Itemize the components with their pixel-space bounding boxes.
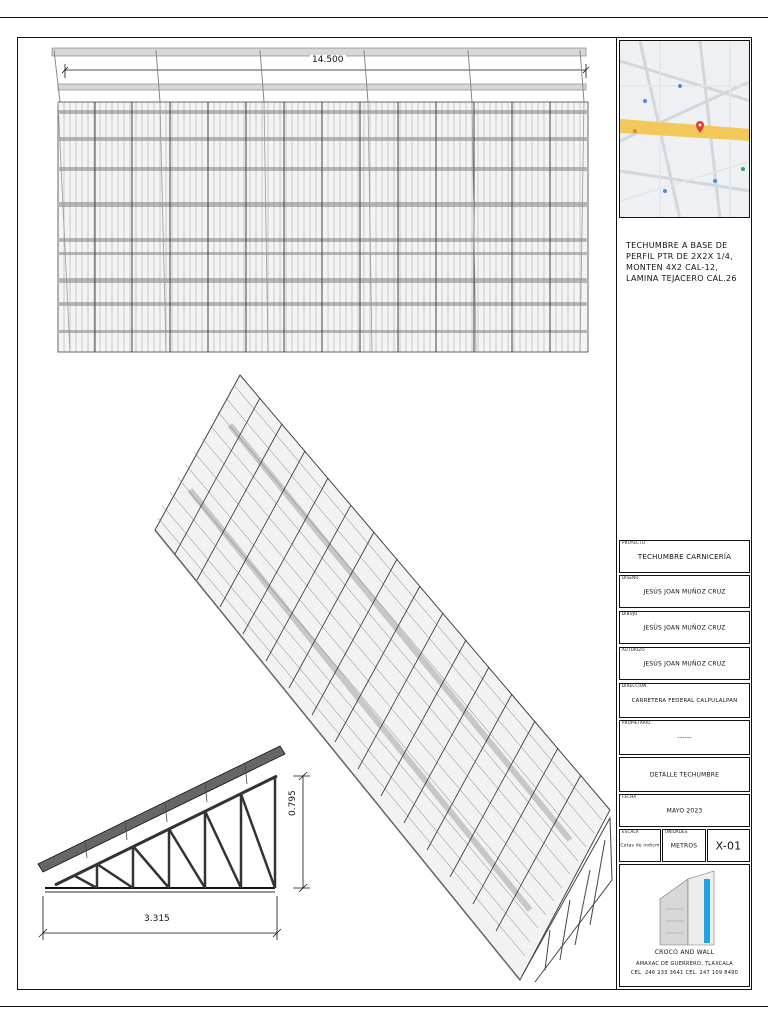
field-scale	[619, 829, 661, 862]
company-block	[619, 864, 750, 987]
sheet-number: X-01	[715, 839, 742, 852]
field-date-value: MAYO 2023	[666, 807, 703, 814]
dimension-label-truss-width: 3.315	[144, 914, 170, 924]
field-drawing	[619, 611, 750, 644]
field-sheet-number	[707, 829, 750, 862]
company-logo-icon	[658, 869, 718, 947]
field-owner-label: PROPIETARIO	[622, 720, 651, 725]
field-design	[619, 575, 750, 608]
field-scale-value: Cotas de indicm	[620, 843, 660, 848]
field-sheet-title-value: DETALLE TECHUMBRE	[649, 771, 720, 778]
field-date-label: FECHA	[622, 794, 637, 799]
sheet-divider	[616, 37, 617, 990]
field-authorized	[619, 647, 750, 680]
field-sheet-title	[619, 757, 750, 792]
drawing-description: TECHUMBRE A BASE DE PERFIL PTR DE 2X2X 1/4, MONTEN 4X2 CAL-12, LAMINA TEJACERO CAL.26	[626, 241, 737, 283]
map-graphic	[620, 41, 750, 218]
page-bottom-rule	[0, 1006, 768, 1007]
field-address-label: DIRECCIÓN	[622, 683, 647, 688]
page-top-rule	[0, 17, 768, 18]
roof-plan-elevation	[40, 40, 600, 360]
field-design-label: DISEÑO	[622, 575, 639, 580]
field-drawing-value: JESÚS JOAN MUÑOZ CRUZ	[643, 624, 726, 631]
truss-inner-chord	[55, 776, 277, 885]
field-design-value: JESÚS JOAN MUÑOZ CRUZ	[643, 588, 726, 595]
field-units-label: UNIDADES	[665, 829, 688, 834]
field-project-label: PROYECTO	[622, 540, 646, 545]
dimension-label-top: 14.500	[312, 55, 344, 65]
company-phones: CEL. 246 233 3641 CEL. 247 109 8490	[630, 970, 739, 976]
field-project	[619, 540, 750, 573]
dimension-width-top	[62, 64, 589, 78]
truss-detail-view	[35, 740, 325, 950]
field-address-value: CARRETERA FEDERAL CALPULALPAN	[631, 697, 738, 704]
dimension-label-truss-height: 0.795	[288, 790, 298, 816]
company-address: AMAXAC DE GUERRERO, TLAXCALA	[635, 961, 734, 967]
field-units-value: METROS	[670, 842, 698, 849]
field-owner	[619, 720, 750, 755]
location-map[interactable]	[619, 40, 750, 218]
field-address	[619, 683, 750, 718]
truss-top-chord	[38, 746, 285, 872]
field-units	[662, 829, 706, 862]
company-name: CROCO AND WALL	[654, 949, 715, 956]
field-date	[619, 794, 750, 827]
field-project-value: TECHUMBRE CARNICERÍA	[637, 552, 732, 561]
field-owner-value: ------	[677, 734, 692, 741]
field-authorized-label: AUTORIZÓ	[622, 647, 645, 652]
field-drawing-label: DIBUJO	[622, 611, 638, 616]
field-scale-label: ESCALA	[622, 829, 639, 834]
field-authorized-value: JESÚS JOAN MUÑOZ CRUZ	[643, 660, 726, 667]
